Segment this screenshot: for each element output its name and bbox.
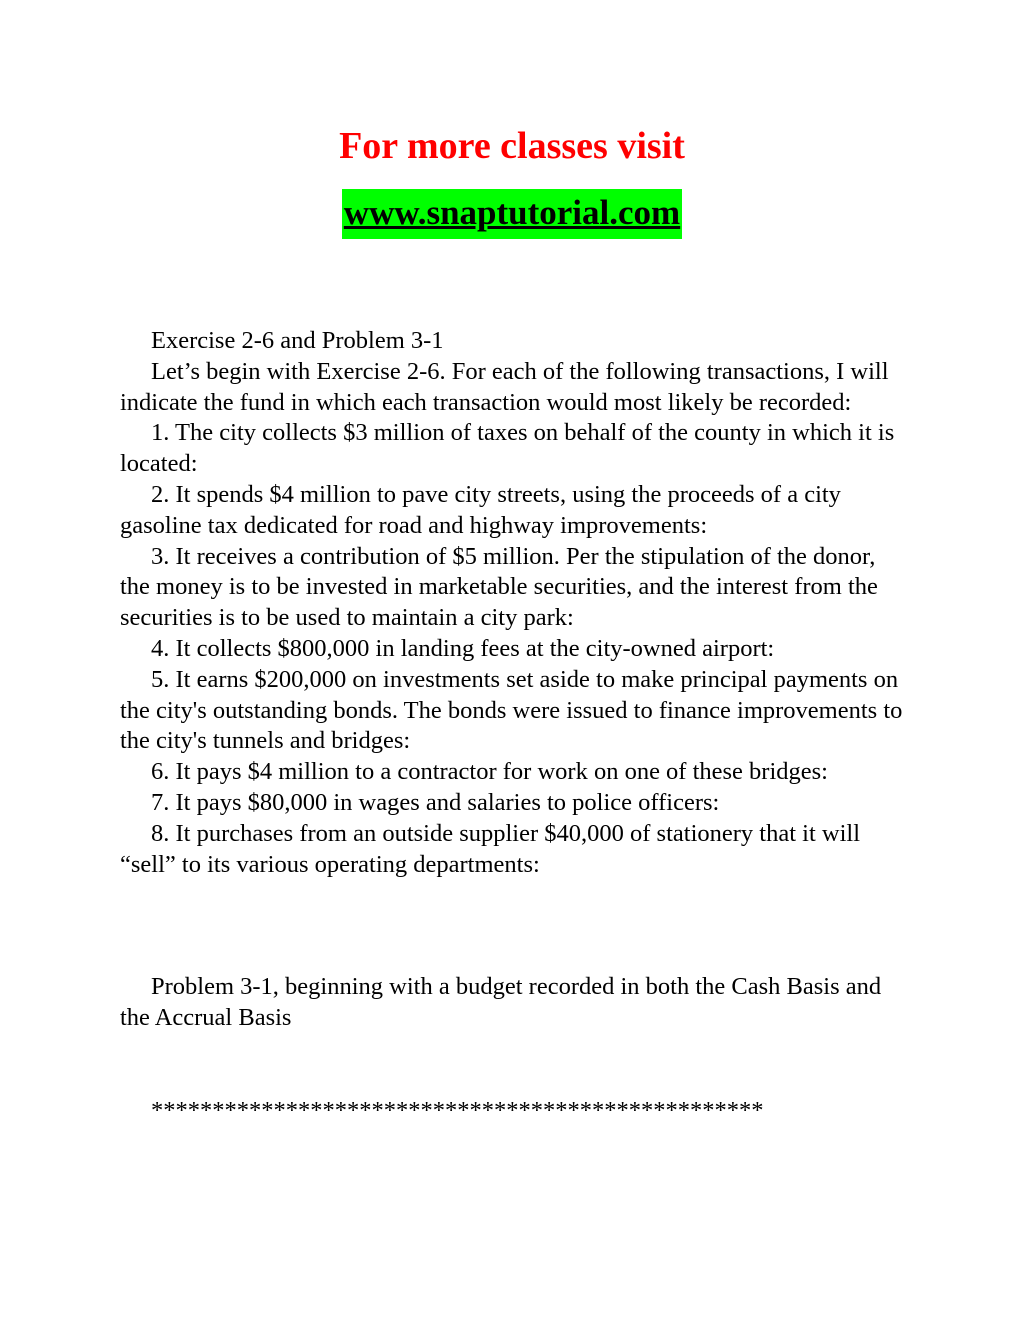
link-container xyxy=(0,189,1024,239)
page-heading: For more classes visit xyxy=(339,125,685,167)
document-body xyxy=(120,326,910,1127)
transaction-item-4: 4. It collects $800,000 in landing fees at the city-owned airport: xyxy=(151,634,775,662)
problem-paragraph: Problem 3-1, beginning with a budget recorded in both the Cash Basis and the Accrual Basis xyxy=(120,973,882,1032)
transaction-item-8: 8. It purchases from an outside supplier $40,000 of stationery that it will “sell” to its various operating departments: xyxy=(120,819,861,878)
transaction-item-1: 1. The city collects $3 million of taxes on behalf of the county in which it is located: xyxy=(120,419,895,478)
transaction-item-7: 7. It pays $80,000 in wages and salaries to police officers: xyxy=(151,788,720,816)
transaction-item-3: 3. It receives a contribution of $5 million. Per the stipulation of the donor, the money is to be invested in marketable securities, and the interest from the securities is to be used to maintain a city park: xyxy=(120,542,878,632)
transaction-item-5: 5. It earns $200,000 on investments set aside to make principal payments on the city's outstanding bonds. The bonds were issued to finance improvements to the city's tunnels and bridges: xyxy=(120,665,903,755)
spacer xyxy=(120,1034,910,1096)
transaction-item-2: 2. It spends $4 million to pave city streets, using the proceeds of a city gasoline tax dedicated for road and highway improvements: xyxy=(120,480,841,539)
separator-line: ************************************************** xyxy=(151,1096,764,1124)
spacer xyxy=(120,880,910,972)
exercise-title: Exercise 2-6 and Problem 3-1 xyxy=(151,327,444,354)
transaction-item-6: 6. It pays $4 million to a contractor for work on one of these bridges: xyxy=(151,758,828,786)
website-link[interactable]: www.snaptutorial.com xyxy=(342,189,682,239)
intro-paragraph: Let’s begin with Exercise 2-6. For each of the following transactions, I will indicate the fund in which each transaction would most likely be recorded: xyxy=(120,357,889,416)
